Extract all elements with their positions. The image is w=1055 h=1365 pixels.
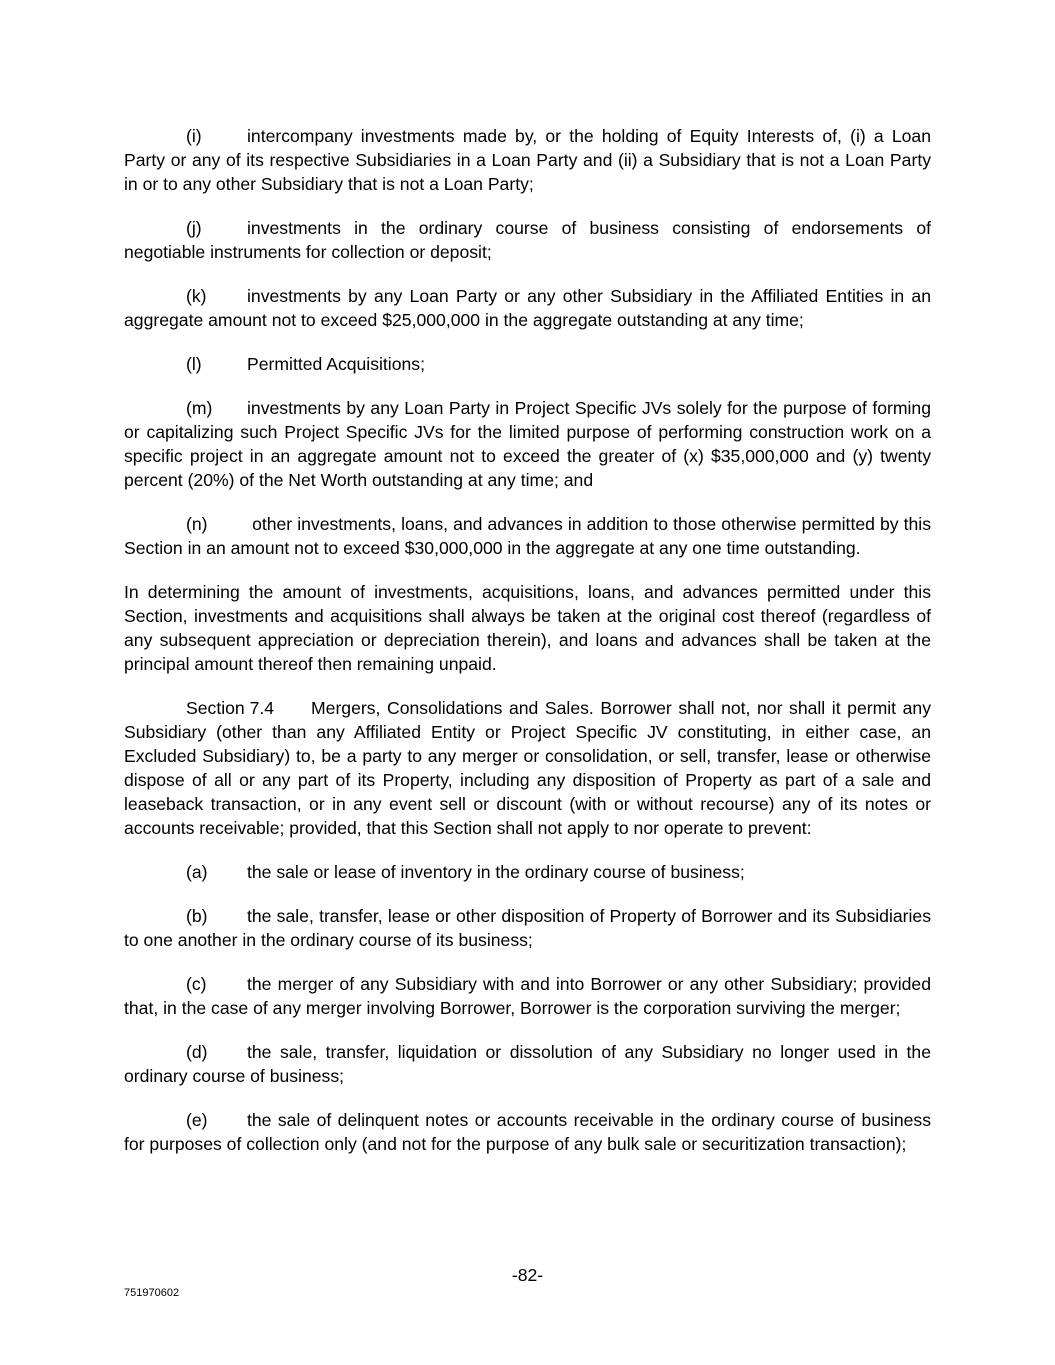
clause-marker: (l)	[186, 354, 202, 374]
clause-marker: (m)	[186, 398, 213, 418]
clause-l	[124, 352, 931, 376]
document-id: 751970602	[124, 1287, 180, 1299]
clause-e	[124, 1108, 931, 1156]
closing-paragraph: In determining the amount of investments, acquisitions, loans, and advances permitted under this Section, investments and acquisitions shall always be taken at the original cost thereof (regardless of any subsequent appreciation or depreciation therein), and loans and advances shall be taken at the principal amount thereof then remaining unpaid.	[124, 582, 931, 674]
section-7-4	[124, 696, 931, 840]
clause-text: the sale, transfer, lease or other disposition of Property of Borrower and its Subsidiaries to one another in the ordinary course of its business;	[124, 906, 931, 950]
clause-a	[124, 860, 931, 884]
clause-marker: (i)	[186, 126, 202, 146]
clause-text: the merger of any Subsidiary with and into Borrower or any other Subsidiary; provided that, in the case of any merger involving Borrower, Borrower is the corporation surviving the merger;	[124, 974, 931, 1018]
clause-text: Permitted Acquisitions;	[247, 354, 425, 374]
clause-text: the sale or lease of inventory in the ordinary course of business;	[247, 862, 745, 882]
clause-c	[124, 972, 931, 1020]
clause-d	[124, 1040, 931, 1088]
clause-marker: (b)	[186, 906, 208, 926]
section-text: Mergers, Consolidations and Sales. Borrower shall not, nor shall it permit any Subsidiary (other than any Affiliated Entity or Project Specific JV constituting, in either case, an Excluded Subsidiary) to, be a party to any merger or consolidation, or sell, transfer, lease or otherwise dispose of all or any part of its Property, including any disposition of Property as part of a sale and leaseback transaction, or in any event sell or discount (with or without recourse) any of its notes or accounts receivable; provided, that this Section shall not apply to nor operate to prevent:	[124, 698, 931, 838]
clause-text: other investments, loans, and advances in addition to those otherwise permitted by this Section in an amount not to exceed $30,000,000 in the aggregate at any one time outstanding.	[124, 514, 931, 558]
clause-n	[124, 512, 931, 560]
section-number: Section 7.4	[186, 698, 275, 718]
clause-marker: (j)	[186, 218, 202, 238]
clause-marker: (a)	[186, 862, 208, 882]
clause-i	[124, 124, 931, 196]
clause-marker: (c)	[186, 974, 207, 994]
clause-k	[124, 284, 931, 332]
clause-text: the sale of delinquent notes or accounts receivable in the ordinary course of business for purposes of collection only (and not for the purpose of any bulk sale or securitization transaction);	[124, 1110, 931, 1154]
clause-text: investments in the ordinary course of business consisting of endorsements of negotiable instruments for collection or deposit;	[124, 218, 931, 262]
clause-marker: (d)	[186, 1042, 208, 1062]
clause-text: investments by any Loan Party or any other Subsidiary in the Affiliated Entities in an aggregate amount not to exceed $25,000,000 in the aggregate outstanding at any time;	[124, 286, 931, 330]
clause-marker: (k)	[186, 286, 207, 306]
clause-text: the sale, transfer, liquidation or dissolution of any Subsidiary no longer used in the ordinary course of business;	[124, 1042, 931, 1086]
clause-j	[124, 216, 931, 264]
page-number: -82-	[511, 1265, 544, 1285]
clause-marker: (e)	[186, 1110, 208, 1130]
clause-text: intercompany investments made by, or the holding of Equity Interests of, (i) a Loan Party or any of its respective Subsidiaries in a Loan Party and (ii) a Subsidiary that is not a Loan Party in or to any other Subsidiary that is not a Loan Party;	[124, 126, 931, 194]
clause-b	[124, 904, 931, 952]
document-body	[124, 124, 931, 1176]
clause-text: investments by any Loan Party in Project Specific JVs solely for the purpose of forming or capitalizing such Project Specific JVs for the limited purpose of performing construction work on a specific project in an aggregate amount not to exceed the greater of (x) $35,000,000 and (y) twenty percent (20%) of the Net Worth outstanding at any time; and	[124, 398, 931, 490]
clause-m	[124, 396, 931, 492]
clause-marker: (n)	[186, 514, 208, 534]
